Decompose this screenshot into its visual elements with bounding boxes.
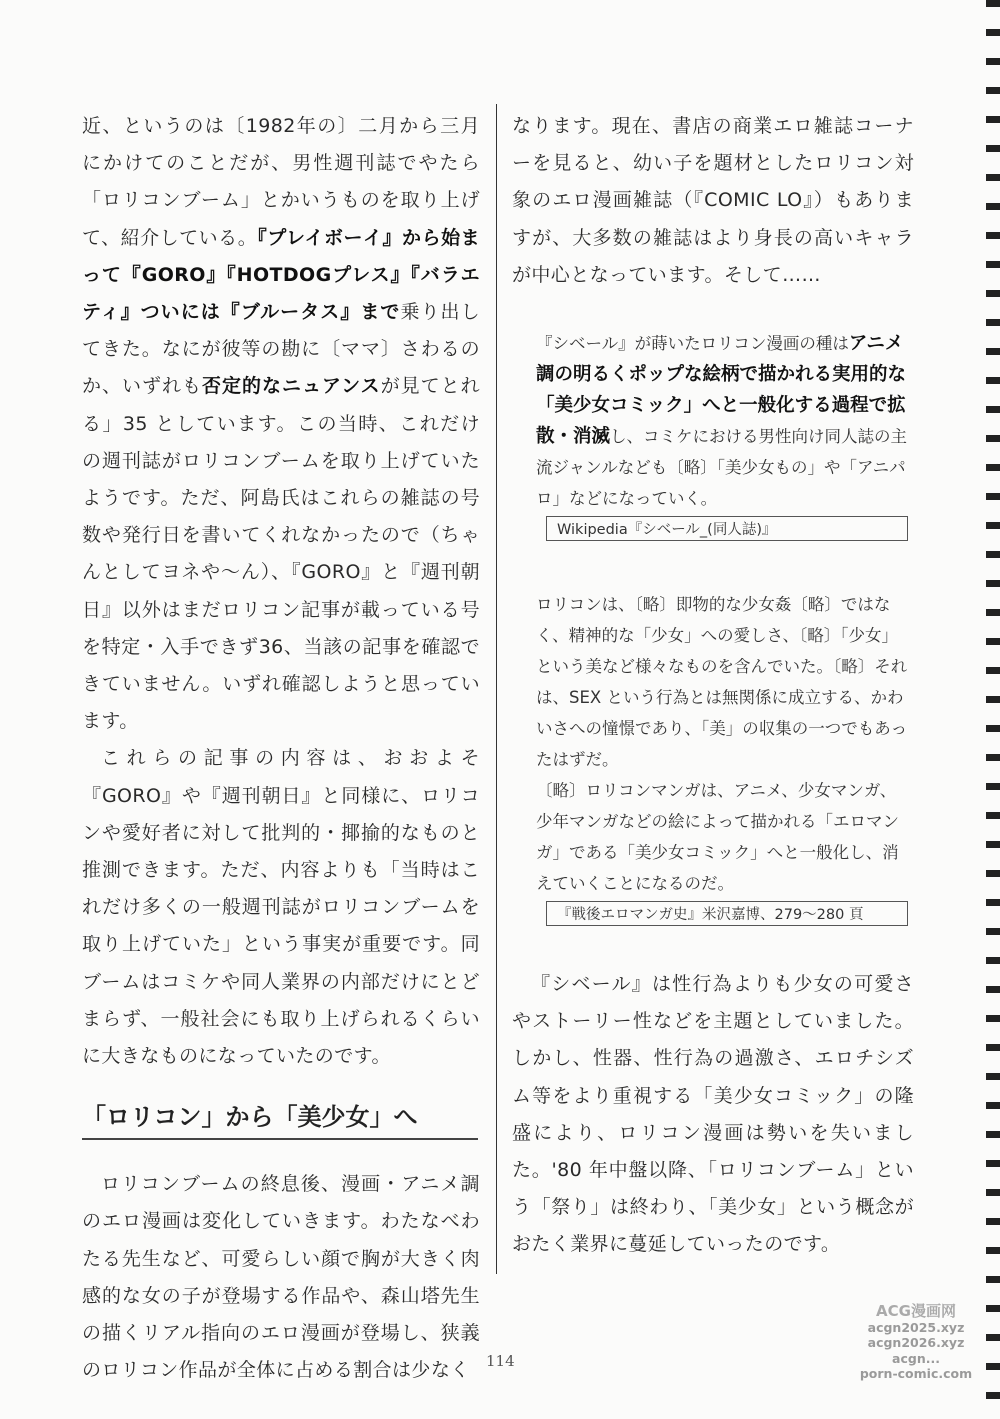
right-column (512, 108, 914, 1264)
watermark (856, 1304, 976, 1382)
watermark-line-1: acgn2025.xyz (867, 1319, 965, 1335)
quote-yonezawa-2: 〔略〕ロリコンマンガは、アニメ、少女マンガ、少年マンガなどの絵によって描かれる「エロマンガ」である「美少女コミック」へと一般化し、消えていくことになるのだ。 (536, 781, 899, 894)
left-paragraph-1: 近、というのは〔1982年の〕二月から三月にかけてのことだが、男性週刊誌でやたら「ロリコンブーム」とかいうものを取り上げて、紹介している。『プレイボーイ』から始まって『GORO』『HOTDOGプレス』『バラエティ』ついには『ブルータス』まで乗り出してきた。なにが彼等の勘に〔ママ〕さわるのか、いずれも否定的なニュアンスが見てとれる」35 としています。この当時、これだけの週刊誌がロリコンブームを取り上げていたようです。ただ、阿島氏はこれらの雑誌の号数や発行日を書いてくれなかったので（ちゃんとしてヨネや～ん）、『GORO』と『週刊朝日』以外はまだロリコン記事が載っている号を特定・入手できず36、当該の記事を確認できていません。いずれ確認しようと思っています。 (82, 115, 480, 733)
left-paragraph-3: ロリコンブームの終息後、漫画・アニメ調のエロ漫画は変化していきます。わたなべわたる先生など、可愛らしい顔で胸が大きく肉感的な女の子が登場する作品や、森山塔先生の描くリアル指向のエロ漫画が登場し、狭義のロリコン作品が全体に占める割合は少なく (82, 1173, 480, 1382)
watermark-title: ACG漫画网 (876, 1302, 956, 1320)
watermark-line-3: acgn... (892, 1350, 940, 1366)
watermark-line-4: porn-comic.com (859, 1366, 973, 1381)
right-paragraph-2: 『シベール』は性行為よりも少女の可愛さやストーリー性などを主題としていました。しかし、性器、性行為の過激さ、エロチシズム等をより重視する「美少女コミック」の隆盛により、ロリコン漫画は勢いを失いました。'80 年中盤以降、「ロリコンブーム」という「祭り」は終わり、「美少女」という概念がおたく業界に蔓延していったのです。 (512, 973, 914, 1256)
quote-yonezawa-1: ロリコンは、〔略〕即物的な少女姦〔略〕ではなく、精神的な「少女」への愛しさ、〔略〕「少女」という美など様々なものを含んでいた。〔略〕それは、SEX という行為とは無関係に成立する、かわいさへの憧憬であり、「美」の収集の一つでもあったはずだ。 (536, 595, 908, 770)
column-divider (496, 104, 497, 1274)
quote-sybil: 『シベール』が蒔いたロリコン漫画の種はアニメ調の明るくポップな絵柄で描かれる実用的な「美少女コミック」へと一般化する過程で拡散・消滅し、コミケにおける男性向け同人誌の主流ジャンルなども〔略〕「美少女もの」や「アニパロ」などになっていく。 (536, 333, 908, 509)
watermark-line-2: acgn2026.xyz (867, 1335, 965, 1350)
section-heading: 「ロリコン」から「美少女」へ (82, 1097, 478, 1140)
left-paragraph-2: これらの記事の内容は、おおよそ『GORO』や『週刊朝日』と同様に、ロリコンや愛好者に対して批判的・揶揄的なものと推測できます。ただ、内容よりも「当時はこれだけ多くの一般週刊誌がロリコンブームを取り上げていた」という事実が重要です。同ブームはコミケや同人業界の内部だけにとどまらず、一般社会にも取り上げられるくらいに大きなものになっていたのです。 (82, 747, 480, 1068)
citation-yonezawa: 『戦後エロマンガ史』米沢嘉博、279～280 頁 (546, 901, 908, 926)
binding-edge (986, 0, 1000, 1419)
right-paragraph-1: なります。現在、書店の商業エロ雑誌コーナーを見ると、幼い子を題材としたロリコン対象のエロ漫画雑誌（『COMIC LO』）もありますが、大多数の雑誌はより身長の高いキャラが中心となっています。そして…… (512, 115, 914, 286)
page-number: 114 (486, 1352, 515, 1370)
left-column (82, 108, 480, 1390)
citation-wikipedia: Wikipedia『シベール_(同人誌)』 (546, 516, 908, 541)
